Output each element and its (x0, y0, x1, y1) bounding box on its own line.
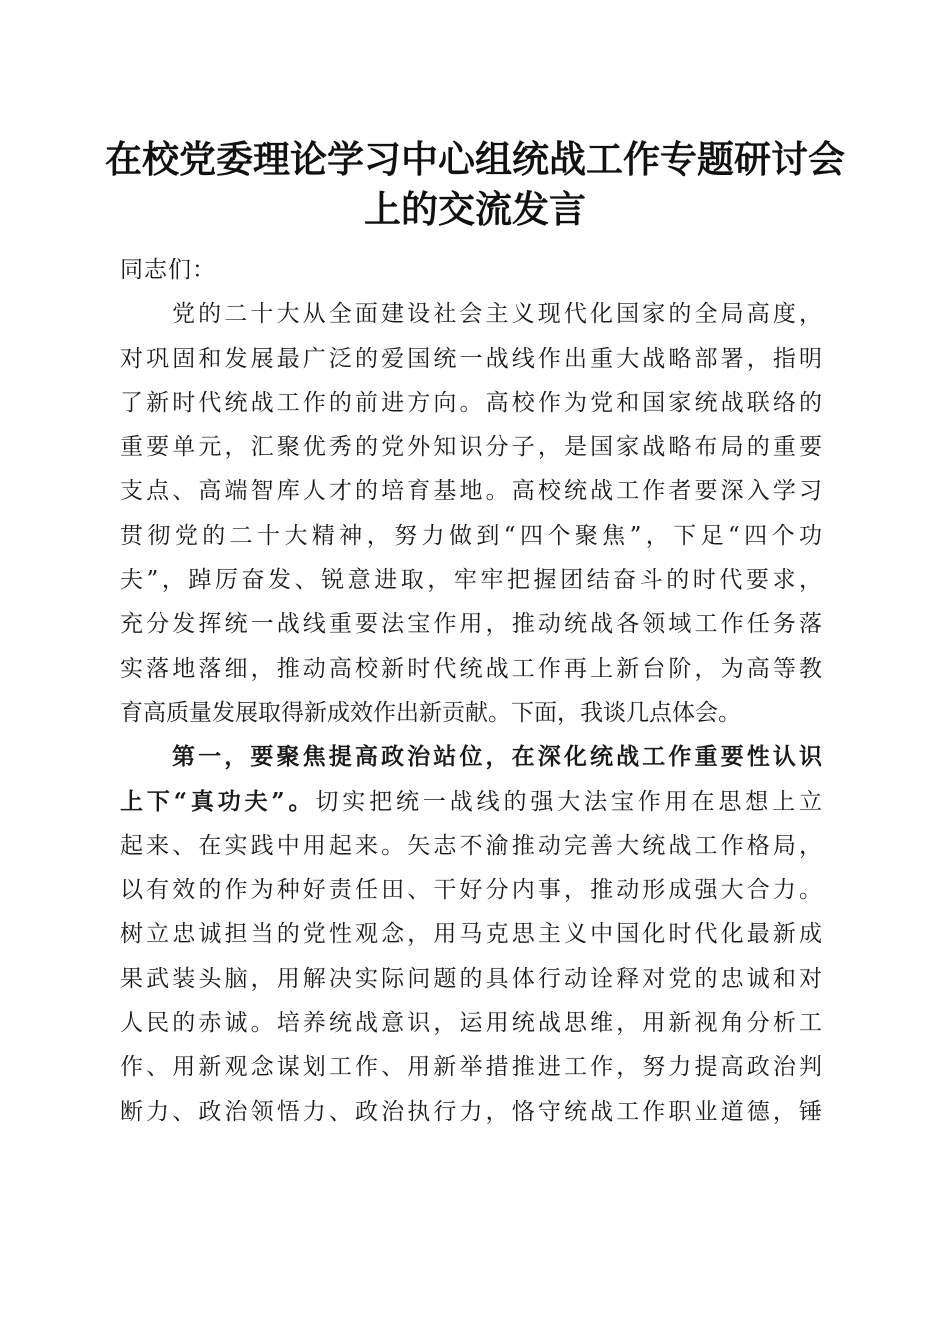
paragraph-first-point (120, 735, 822, 1134)
text-line: 断力、政治领悟力、政治执行力，恪守统战工作职业道德，锤 (120, 1098, 822, 1125)
title-line: 在校党委理论学习中心组统战工作专题研讨会 (105, 137, 845, 181)
text-line: 起来、在实践中用起来。矢志不渝推动完善大统战工作格局， (120, 832, 822, 859)
text-line: 党的二十大从全面建设社会主义现代化国家的全局高度， (172, 301, 822, 328)
text-line: 重要单元，汇聚优秀的党外知识分子，是国家战略布局的重要 (120, 434, 822, 461)
text-line (120, 780, 822, 824)
text-line: 对巩固和发展最广泛的爱国统一战线作出重大战略部署，指明 (120, 345, 822, 372)
text-fragment: 切实把统一战线的强大法宝作用在思想上立 (315, 788, 823, 815)
paragraph-intro (120, 292, 822, 735)
text-line: 了新时代统战工作的前进方向。高校作为党和国家统战联络的 (120, 389, 822, 416)
point-heading-tail: 上下“真功夫”。 (120, 787, 316, 815)
text-line: 支点、高端智库人才的培育基地。高校统战工作者要深入学习 (120, 478, 822, 505)
text-line: 果武装头脑，用解决实际问题的具体行动诠释对党的忠诚和对 (120, 965, 822, 992)
text-line: 实落地落细，推动高校新时代统战工作再上新台阶，为高等教 (120, 655, 822, 682)
text-line: 充分发挥统一战线重要法宝作用，推动统战各领域工作任务落 (120, 611, 822, 638)
title-line: 上的交流发言 (364, 187, 586, 231)
text-line: 人民的赤诚。培养统战意识，运用统战思维，用新视角分析工 (120, 1010, 822, 1037)
text-line: 树立忠诚担当的党性观念，用马克思主义中国化时代化最新成 (120, 921, 822, 948)
document-title (100, 134, 850, 234)
text-line: 以有效的作为种好责任田、干好分内事，推动形成强大合力。 (120, 877, 822, 904)
text-line: 作、用新观念谋划工作、用新举措推进工作，努力提高政治判 (120, 1054, 822, 1081)
text-line: 育高质量发展取得新成效作出新贡献。下面，我谈几点体会。 (120, 699, 741, 726)
greeting: 同志们： (120, 257, 216, 283)
document-body (120, 248, 822, 1134)
text-line: 夫”，踔厉奋发、锐意进取，牢牢把握团结奋斗的时代要求， (120, 567, 822, 594)
text-line: 贯彻党的二十大精神，努力做到“四个聚焦”，下足“四个功 (120, 522, 822, 549)
point-heading-line: 第一，要聚焦提高政治站位，在深化统战工作重要性认识 (172, 743, 822, 771)
